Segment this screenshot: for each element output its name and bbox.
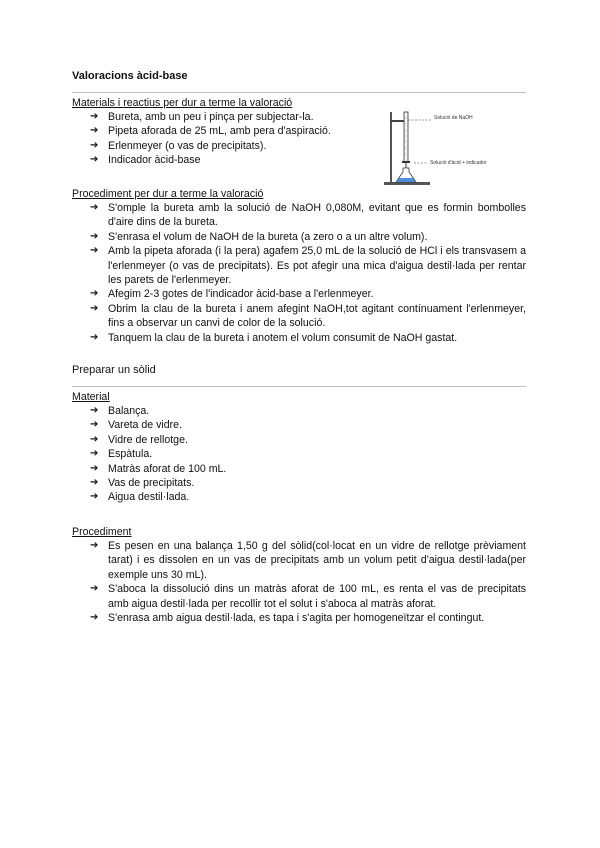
divider — [72, 386, 526, 387]
list-item: ➔ Aigua destil·lada. — [90, 491, 190, 504]
list-item: ➔ Espàtula. — [90, 448, 153, 461]
arrow-icon: ➔ — [90, 448, 99, 460]
section-procedure-2 — [72, 526, 526, 625]
list-item: ➔ Indicador àcid-base — [90, 154, 201, 167]
list-item: ➔ Obrim la clau de la bureta i anem afegint NaOH,tot agitant contínuament l'erlenmeyer, fins a observar un canvi de color de la solució. — [90, 302, 526, 330]
list-item: ➔ Balança. — [90, 405, 150, 417]
arrow-icon: ➔ — [90, 433, 99, 445]
list-item: ➔ Pipeta aforada de 25 mL, amb pera d'aspiració. — [90, 125, 331, 138]
list-item: ➔ Erlenmeyer (o vas de precipitats). — [90, 139, 267, 152]
arrow-icon: ➔ — [90, 288, 99, 300]
list-item: ➔ Vidre de rellotge. — [90, 433, 188, 446]
figure-label-top: Solució de NaOH — [434, 115, 473, 121]
material-heading: Material — [72, 391, 110, 403]
list-item: ➔ Matràs aforat de 100 mL. — [90, 462, 227, 475]
arrow-icon: ➔ — [90, 302, 99, 314]
list-item: ➔ Amb la pipeta aforada (i la pera) agafem 25,0 mL de la solució de HCl i els transvasem a l'erlenmeyer (o vas de precipitats). Es pot afegir una mica d'aigua destil·lada per rentar les parets de l'erlenmeyer. — [90, 245, 526, 287]
arrow-icon: ➔ — [90, 230, 99, 242]
materials-heading: Materials i reactius per dur a terme la valoració — [72, 97, 293, 109]
list-item: ➔ Afegim 2-3 gotes de l'indicador àcid-base a l'erlenmeyer. — [90, 288, 374, 301]
arrow-icon: ➔ — [90, 139, 99, 151]
divider — [72, 92, 526, 93]
list-item: ➔ Vareta de vidre. — [90, 419, 183, 432]
list-item: ➔ Tanquem la clau de la bureta i anotem el volum consumit de NaOH gastat. — [90, 331, 458, 344]
list-item: ➔ Es pesen en una balança 1,50 g del sòlid(col·locat en un vidre de rellotge prèviament tarat) i es dissolen en un vas de precipitats amb un volum petit d'aigua destil·lada(per exemple uns 30 mL). — [90, 540, 526, 581]
list-item: ➔ Vas de precipitats. — [90, 477, 195, 490]
arrow-icon: ➔ — [90, 405, 99, 416]
arrow-icon: ➔ — [90, 331, 99, 343]
material-list — [72, 404, 526, 505]
page-title: Valoracions àcid-base — [72, 70, 188, 82]
arrow-icon: ➔ — [90, 477, 99, 489]
arrow-icon: ➔ — [90, 540, 99, 551]
section-prepare-solid — [72, 364, 526, 505]
arrow-icon: ➔ — [90, 202, 99, 213]
section2-title: Preparar un sòlid — [72, 364, 156, 376]
stand-rod — [390, 112, 392, 183]
procedure2-list — [72, 539, 526, 625]
arrow-icon: ➔ — [90, 462, 99, 474]
arrow-icon: ➔ — [90, 612, 99, 624]
list-item: ➔ S'enrasa el volum de NaOH de la bureta (a zero o a un altre volum). — [90, 230, 428, 243]
list-item: ➔ S'aboca la dissolució dins un matràs aforat de 100 mL, es renta el vas de precipitats amb aigua destil·lada per recollir tot el solut i s'aboca al matràs aforat. — [90, 583, 526, 610]
arrow-icon: ➔ — [90, 111, 99, 122]
procedure1-heading: Procediment per dur a terme la valoració — [72, 188, 264, 200]
arrow-icon: ➔ — [90, 125, 99, 137]
flask-liquid — [396, 178, 416, 182]
arrow-icon: ➔ — [90, 245, 99, 257]
arrow-icon: ➔ — [90, 491, 99, 503]
burette-tube — [404, 112, 408, 162]
arrow-icon: ➔ — [90, 419, 99, 431]
titration-figure — [380, 108, 520, 188]
stopcock — [402, 161, 410, 163]
procedure1-list — [72, 201, 526, 345]
arrow-icon: ➔ — [90, 154, 99, 166]
list-item: ➔ Bureta, amb un peu i pinça per subjectar-la. — [90, 111, 314, 123]
list-item: ➔ S'omple la bureta amb la solució de NaOH 0,080M, evitant que es formin bombolles d'aire dins de la bureta. — [90, 202, 526, 229]
list-item: ➔ S'enrasa amb aigua destil·lada, es tapa i s'agita per homogeneïtzar el contingut. — [90, 612, 485, 625]
procedure2-heading: Procediment — [72, 526, 132, 538]
arrow-icon: ➔ — [90, 583, 99, 595]
section-procedure-1 — [72, 188, 526, 345]
figure-label-bottom: Solució d'àcid + indicador — [430, 160, 487, 166]
materials-list — [72, 110, 372, 168]
